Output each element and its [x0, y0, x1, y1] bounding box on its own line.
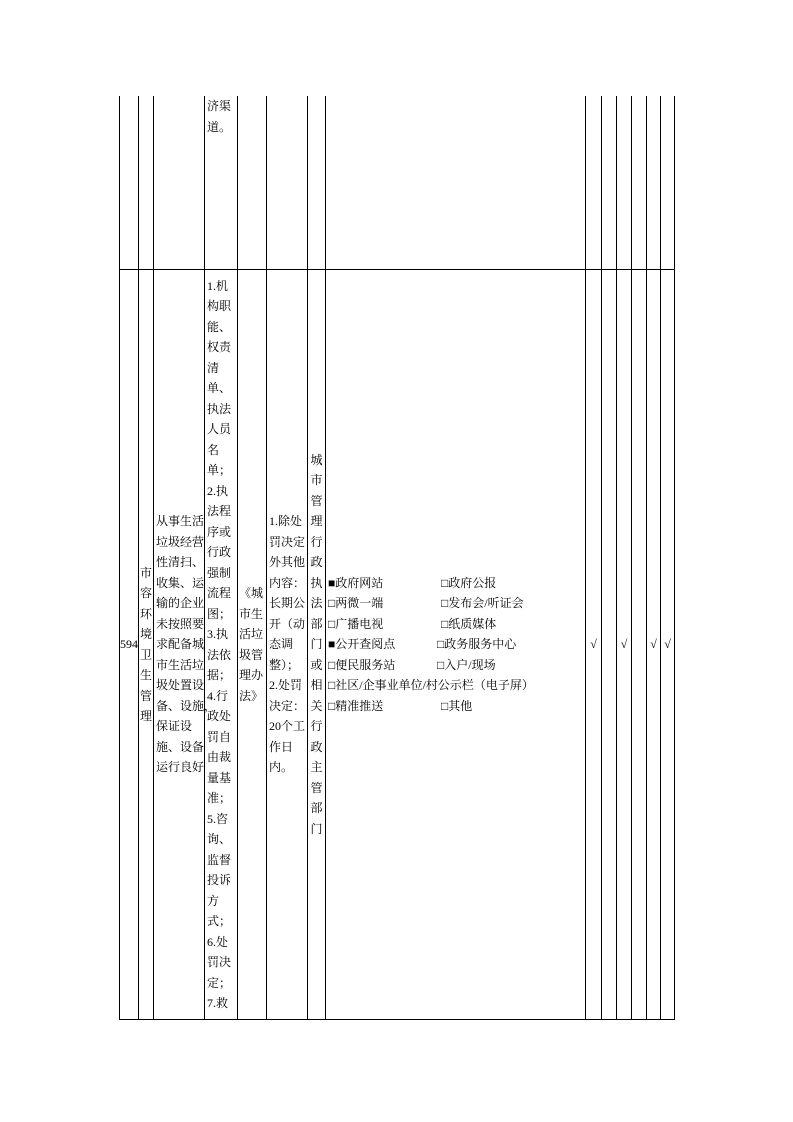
disclosure-content-line: 人员 — [207, 422, 232, 436]
disclosure-content-line: 罚决 — [207, 955, 232, 969]
disclosure-content-line: 1.机 — [207, 278, 229, 293]
secondary-item-line: 运行良好 — [156, 760, 205, 775]
disclosure-content-line: 7.救 — [207, 996, 229, 1010]
township-level-cell — [661, 96, 675, 270]
proactive-mode-mark: √ — [620, 637, 628, 652]
disclosure-time-limit-line: 内容： — [269, 575, 306, 590]
serial-number-cell — [120, 270, 139, 1020]
disclosure-time-limit-line: 整）； — [269, 657, 300, 672]
disclosure-subject-char: 部 — [310, 616, 323, 631]
disclosure-subject-char: 相 — [310, 678, 323, 693]
disclosure-subject-char: 主 — [310, 760, 323, 775]
primary-item-char: 市 — [139, 565, 152, 580]
secondary-item-line: 输的企业 — [156, 596, 205, 611]
disclosure-subject-char: 行 — [310, 534, 323, 549]
disclosure-subject-char: 执 — [310, 575, 323, 590]
disclosure-content-line: 方 — [207, 893, 220, 908]
primary-item-char: 生 — [139, 668, 152, 682]
secondary-item-line: 性清扫、 — [156, 555, 205, 570]
disclosure-time-limit-line: 1.除处 — [269, 514, 303, 529]
secondary-item-line: 求配备城 — [156, 637, 205, 652]
table-row — [120, 96, 675, 270]
disclosure-content-line: 强制 — [207, 565, 232, 580]
public-audience-cell — [586, 96, 602, 270]
disclosure-content-line: 3.执 — [207, 627, 229, 641]
disclosure-content-line: 法程 — [207, 504, 232, 518]
disclosure-subject-char: 部 — [310, 801, 323, 816]
on-request-mode-cell — [632, 96, 647, 270]
channel-option: □纸质媒体 — [441, 616, 497, 631]
channel-option: □两微一端 — [328, 596, 384, 611]
disclosure-content-line: 5.咨 — [207, 811, 229, 826]
primary-item-cell — [139, 96, 154, 270]
disclosure-content-line: 6.处 — [207, 934, 229, 949]
channel-line — [328, 593, 585, 614]
secondary-item-line: 垃圾经营 — [156, 534, 205, 549]
disclosure-time-limit-line: 作日 — [269, 739, 294, 754]
on-request-mode-cell — [632, 270, 647, 1020]
county-level-cell — [647, 96, 661, 270]
disclosure-content-line: 流程 — [207, 586, 232, 600]
secondary-item-line: 市生活垃 — [156, 657, 205, 672]
disclosure-content-line: 投诉 — [207, 873, 232, 887]
disclosure-content-line: 2.执 — [207, 483, 229, 498]
secondary-item-line: 保证设 — [156, 719, 193, 734]
disclosure-content-line: 定； — [207, 975, 232, 990]
channel-option: □社区/企事业单位/村公示栏（电子屏） — [328, 678, 534, 693]
disclosure-content-line: 构职 — [207, 299, 232, 313]
disclosure-basis-cell — [238, 96, 267, 270]
disclosure-subject-char: 政 — [310, 739, 323, 754]
primary-item-char: 环 — [139, 606, 152, 621]
channel-line — [328, 675, 585, 696]
disclosure-content-line: 执法 — [207, 401, 232, 416]
public-audience-cell — [586, 270, 602, 1020]
township-level-cell — [661, 270, 675, 1020]
disclosure-time-limit-line: 开（动 — [269, 616, 306, 631]
disclosure-content-line: 准； — [207, 791, 232, 805]
disclosure-basis-line: 《城 — [239, 586, 264, 600]
disclosure-content-line: 道。 — [207, 119, 232, 134]
disclosure-content-line: 图； — [207, 606, 232, 621]
primary-item-char: 容 — [139, 586, 152, 600]
disclosure-subject-char: 市 — [310, 473, 323, 488]
channel-option: □入户/现场 — [437, 657, 496, 672]
disclosure-subject-char: 行 — [310, 719, 323, 734]
disclosure-time-limit-line: 罚决定 — [269, 534, 306, 549]
disclosure-time-limit-line: 决定： — [269, 698, 306, 713]
channel-line — [328, 573, 585, 594]
disclosure-subject-char: 门 — [310, 637, 323, 652]
disclosure-subject-char: 城 — [310, 452, 323, 467]
disclosure-basis-cell — [238, 270, 267, 1020]
disclosure-time-limit-line: 20个工 — [269, 719, 306, 734]
disclosure-content-line: 询、 — [207, 832, 232, 846]
disclosure-subject-char: 门 — [310, 821, 323, 836]
disclosure-content-line: 罚自 — [207, 729, 232, 744]
county-level-mark: √ — [650, 637, 657, 652]
serial-number-cell — [120, 96, 139, 270]
specific-audience-cell — [602, 270, 617, 1020]
secondary-item-line: 从事生活 — [156, 514, 205, 529]
disclosure-basis-line: 法》 — [239, 688, 264, 703]
disclosure-subject-char: 政 — [310, 555, 323, 570]
disclosure-content-line: 单、 — [207, 381, 232, 395]
disclosure-basis-line: 市生 — [239, 606, 264, 621]
disclosure-content-line: 据； — [207, 668, 232, 682]
table-row — [120, 270, 675, 1020]
disclosure-content-line: 权责 — [207, 340, 232, 354]
disclosure-time-limit-line: 长期公 — [269, 596, 306, 611]
disclosure-subject-char: 管 — [310, 493, 323, 508]
disclosure-subject-cell — [308, 270, 326, 1020]
primary-item-char: 境 — [139, 627, 152, 641]
disclosure-time-limit-line: 2.处罚 — [269, 678, 303, 693]
disclosure-content-line: 由裁 — [207, 750, 232, 764]
channel-option: □政府公报 — [441, 575, 497, 590]
disclosure-content-line: 式； — [207, 914, 232, 928]
disclosure-subject-char: 管 — [310, 780, 323, 795]
channel-option: ■公开查阅点 — [328, 637, 396, 652]
secondary-item-line: 收集、运 — [156, 575, 205, 590]
disclosure-content-line: 4.行 — [207, 688, 229, 703]
disclosure-subject-char: 法 — [310, 596, 323, 611]
disclosure-content-line: 清 — [207, 360, 220, 375]
disclosure-channels-cell — [326, 96, 586, 270]
public-audience-mark: √ — [590, 637, 597, 652]
disclosure-time-limit-cell — [267, 96, 308, 270]
disclosure-content-line: 序或 — [207, 524, 232, 539]
channel-line — [328, 696, 585, 717]
secondary-item-line: 圾处置设 — [156, 678, 205, 693]
secondary-item-line: 未按照要 — [156, 616, 205, 631]
proactive-mode-cell — [617, 270, 632, 1020]
disclosure-subject-char: 理 — [310, 514, 323, 529]
channel-option: □精准推送 — [328, 698, 384, 713]
primary-item-char: 卫 — [139, 647, 152, 662]
secondary-item-cell — [154, 96, 205, 270]
disclosure-channels-cell — [326, 270, 586, 1020]
disclosure-catalog-table — [119, 96, 675, 1020]
channel-line — [328, 655, 585, 676]
disclosure-content-line: 政处 — [207, 709, 232, 723]
channel-option: □广播电视 — [328, 616, 384, 631]
channel-option: □便民服务站 — [328, 657, 396, 672]
disclosure-content-line: 法依 — [207, 647, 232, 662]
disclosure-subject-char: 关 — [310, 698, 323, 713]
secondary-item-line: 施、设备 — [156, 739, 205, 754]
specific-audience-cell — [602, 96, 617, 270]
disclosure-basis-line: 理办 — [239, 668, 264, 682]
secondary-item-line: 备、设施， — [156, 698, 217, 713]
disclosure-content-cell — [205, 96, 238, 270]
disclosure-subject-cell — [308, 96, 326, 270]
disclosure-content-cell — [205, 270, 238, 1020]
disclosure-content-line: 能、 — [207, 319, 232, 334]
channel-option: □政务服务中心 — [437, 637, 517, 652]
disclosure-content-line: 名 — [207, 442, 220, 457]
proactive-mode-cell — [617, 96, 632, 270]
disclosure-subject-char: 或 — [310, 657, 323, 672]
disclosure-content-line: 济渠 — [207, 99, 232, 113]
disclosure-time-limit-line: 内。 — [269, 760, 294, 775]
secondary-item-cell — [154, 270, 217, 1020]
primary-item-char: 管 — [139, 688, 152, 703]
channel-option: ■政府网站 — [328, 575, 384, 590]
disclosure-time-limit-line: 外其他 — [269, 555, 306, 570]
primary-item-char: 理 — [139, 709, 152, 723]
disclosure-content-line: 量基 — [207, 770, 232, 785]
channel-line — [328, 614, 585, 635]
channel-line — [328, 634, 585, 655]
disclosure-content-line: 行政 — [207, 545, 232, 559]
township-level-mark: √ — [664, 637, 671, 652]
primary-item-cell — [139, 270, 154, 1020]
disclosure-time-limit-line: 态调 — [269, 637, 294, 652]
channel-option: □其他 — [441, 698, 473, 713]
disclosure-basis-line: 活垃 — [239, 627, 264, 641]
disclosure-content-line: 单； — [207, 463, 232, 477]
serial-number: 594 — [120, 637, 138, 652]
disclosure-time-limit-cell — [267, 270, 308, 1020]
county-level-cell — [647, 270, 661, 1020]
channel-option: □发布会/听证会 — [441, 596, 524, 611]
disclosure-content-line: 监督 — [207, 852, 232, 867]
disclosure-basis-line: 圾管 — [239, 647, 264, 662]
